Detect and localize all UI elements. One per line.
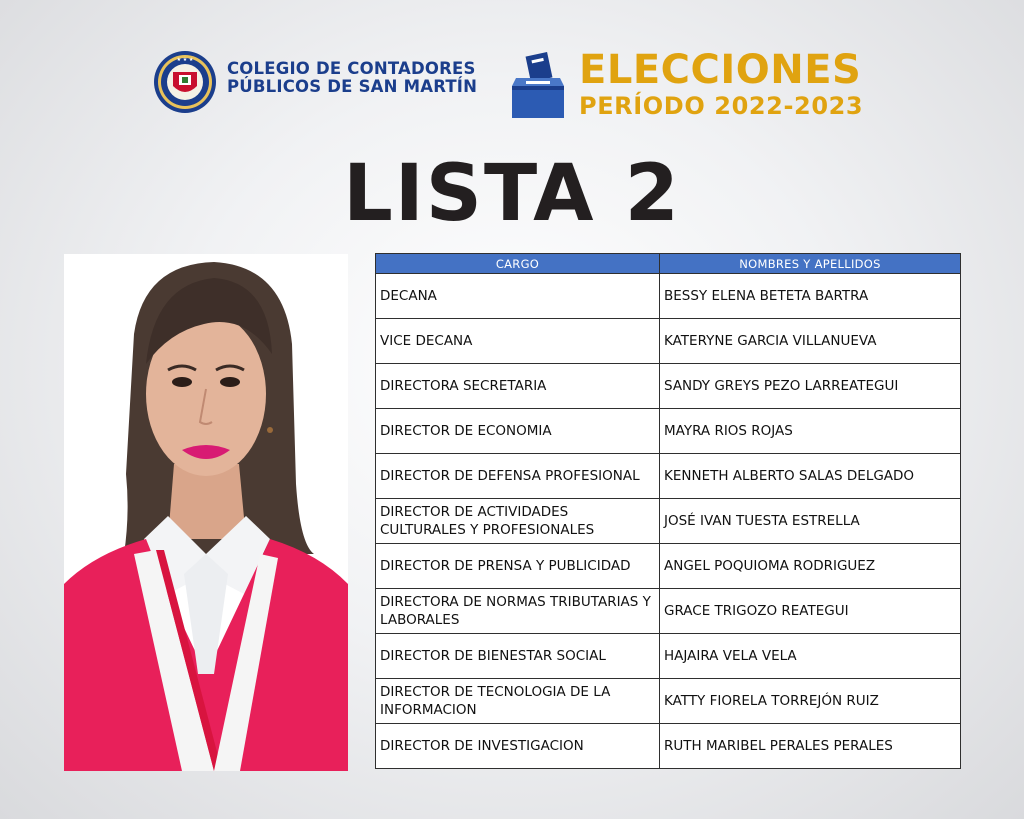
cell-cargo: DIRECTOR DE ACTIVIDADES CULTURALES Y PROFESIONALES: [376, 499, 660, 544]
header-cargo: CARGO: [376, 254, 660, 274]
elections-heading: [579, 48, 863, 120]
table-row: [376, 499, 961, 544]
candidates-table-grid: [375, 253, 961, 769]
cell-nombre: BESSY ELENA BETETA BARTRA: [660, 274, 961, 319]
cell-cargo: DIRECTOR DE ECONOMIA: [376, 409, 660, 454]
cell-cargo: DECANA: [376, 274, 660, 319]
cell-cargo: DIRECTOR DE INVESTIGACION: [376, 724, 660, 769]
cell-cargo: DIRECTORA DE NORMAS TRIBUTARIAS Y LABORALES: [376, 589, 660, 634]
org-name-line2: PÚBLICOS DE SAN MARTÍN: [227, 77, 478, 96]
cell-nombre: RUTH MARIBEL PERALES PERALES: [660, 724, 961, 769]
cell-cargo: DIRECTORA SECRETARIA: [376, 364, 660, 409]
cell-nombre: KATTY FIORELA TORREJÓN RUIZ: [660, 679, 961, 724]
cell-nombre: HAJAIRA VELA VELA: [660, 634, 961, 679]
table-row: [376, 589, 961, 634]
header: [0, 46, 1024, 126]
table-header-row: [376, 254, 961, 274]
candidates-table: [375, 253, 960, 769]
cell-cargo: VICE DECANA: [376, 319, 660, 364]
table-row: [376, 319, 961, 364]
cell-cargo: DIRECTOR DE PRENSA Y PUBLICIDAD: [376, 544, 660, 589]
cell-nombre: GRACE TRIGOZO REATEGUI: [660, 589, 961, 634]
candidate-portrait-icon: [64, 254, 348, 771]
cell-cargo: DIRECTOR DE TECNOLOGIA DE LA INFORMACION: [376, 679, 660, 724]
table-row: [376, 364, 961, 409]
table-row: [376, 274, 961, 319]
table-row: [376, 634, 961, 679]
elections-period: PERÍODO 2022-2023: [579, 92, 864, 120]
cell-nombre: SANDY GREYS PEZO LARREATEGUI: [660, 364, 961, 409]
organization-name: [227, 60, 477, 96]
list-title: LISTA 2: [343, 149, 681, 239]
cell-nombre: KATERYNE GARCIA VILLANUEVA: [660, 319, 961, 364]
cell-nombre: JOSÉ IVAN TUESTA ESTRELLA: [660, 499, 961, 544]
cell-nombre: ANGEL POQUIOMA RODRIGUEZ: [660, 544, 961, 589]
table-row: [376, 724, 961, 769]
ballot-box-icon: [504, 52, 572, 120]
cell-cargo: DIRECTOR DE DEFENSA PROFESIONAL: [376, 454, 660, 499]
table-row: [376, 544, 961, 589]
cell-nombre: KENNETH ALBERTO SALAS DELGADO: [660, 454, 961, 499]
svg-text:★ ★ ★: ★ ★ ★: [176, 57, 194, 63]
cell-nombre: MAYRA RIOS ROJAS: [660, 409, 961, 454]
candidate-photo: [64, 254, 348, 771]
cell-cargo: DIRECTOR DE BIENESTAR SOCIAL: [376, 634, 660, 679]
table-row: [376, 409, 961, 454]
table-row: [376, 454, 961, 499]
table-row: [376, 679, 961, 724]
elections-title: ELECCIONES: [579, 47, 862, 93]
org-name-line1: COLEGIO DE CONTADORES: [227, 59, 476, 78]
institution-seal-icon: [153, 50, 217, 114]
header-nombres: NOMBRES Y APELLIDOS: [660, 254, 961, 274]
